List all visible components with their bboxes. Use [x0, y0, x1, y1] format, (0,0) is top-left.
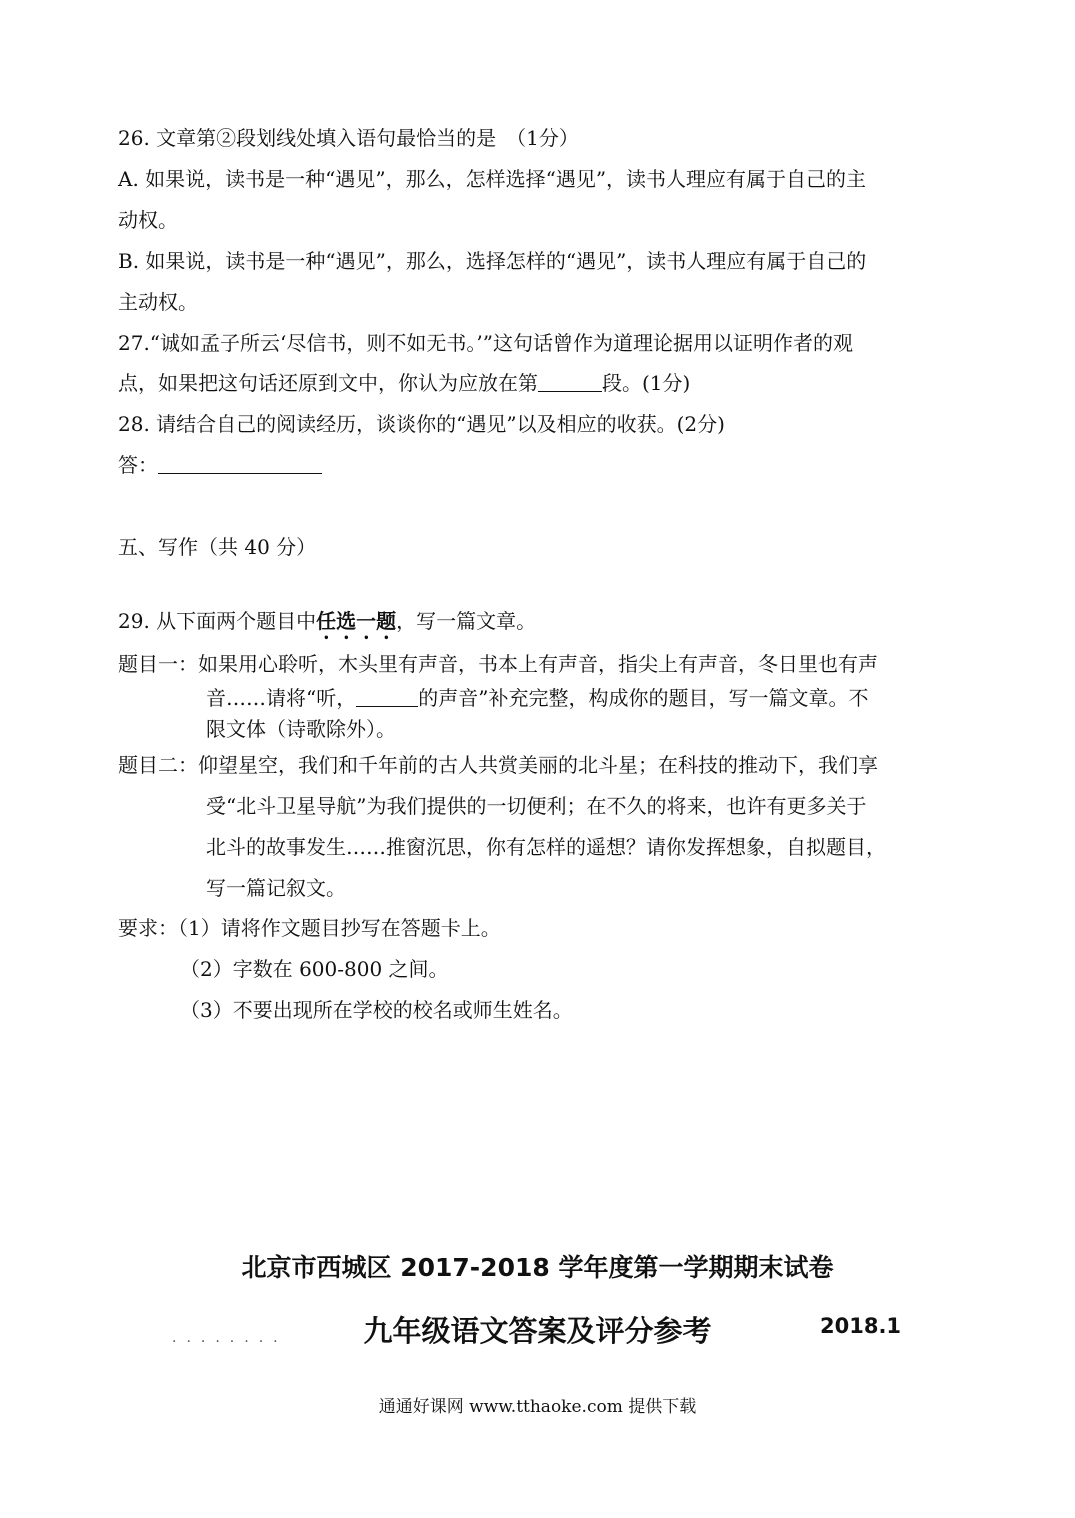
q27-line2-suffix: 段。(1分): [602, 371, 691, 395]
topic1-line2-pre: 音……请将“听，: [206, 686, 357, 710]
topic2-line4: 写一篇记叙文。: [206, 876, 346, 900]
answers-title: 北京市西城区 2017-2018 学年度第一学期期末试卷: [241, 1253, 834, 1282]
requirement-2: （2）字数在 600-800 之间。: [180, 957, 449, 981]
topic1-line2-post: 的声音”补充完整，构成你的题目，写一篇文章。不: [418, 686, 869, 710]
q26-option-a-line2: 动权。: [118, 208, 178, 232]
q26-option-b-line1: B. 如果说，读书是一种“遇见”，那么，选择怎样的“遇见”，读书人理应有属于自己的: [118, 249, 867, 273]
answers-date: 2018.1: [820, 1314, 902, 1338]
footer-text: 通通好课网 www.tthaoke.com 提供下载: [378, 1397, 697, 1417]
topic2-line2: 受“北斗卫星导航”为我们提供的一切便利；在不久的将来，也许有更多关于: [206, 794, 867, 818]
section-heading: 五、写作（共 40 分）: [118, 535, 317, 559]
answers-subtitle: 九年级语文答案及评分参考: [363, 1314, 712, 1348]
topic1-line1: 题目一：如果用心聆听，木头里有声音，书本上有声音，指尖上有声音，冬日里也有声: [118, 652, 878, 676]
q28-answer-row: [118, 451, 322, 479]
q29-stem-pre: 29. 从下面两个题目中: [118, 609, 317, 633]
topic1-line2: [206, 684, 868, 712]
q29-stem: [118, 607, 536, 644]
q27-line1: 27.“诚如孟子所云‘尽信书，则不如无书。’”这句话曾作为道理论据用以证明作者的观: [118, 331, 853, 355]
topic1-blank[interactable]: [356, 686, 418, 707]
requirement-3: （3）不要出现所在学校的校名或师生姓名。: [180, 998, 573, 1022]
q27-line2-text: 点，如果把这句话还原到文中，你认为应放在第: [118, 371, 538, 395]
topic1-line3: 限文体（诗歌除外）。: [206, 717, 396, 741]
q29-stem-post: ，写一篇文章。: [396, 609, 537, 633]
topic2-line1: 题目二：仰望星空，我们和千年前的古人共赏美丽的北斗星；在科技的推动下，我们享: [118, 753, 878, 777]
q29-emphasis: 任选一题: [316, 609, 397, 633]
topic2-line3: 北斗的故事发生……推窗沉思，你有怎样的遥想？请你发挥想象，自拟题目，: [206, 835, 886, 859]
q26-option-b-line2: 主动权。: [118, 290, 198, 314]
q26-option-a-line1: A. 如果说，读书是一种“遇见”，那么，怎样选择“遇见”，读书人理应有属于自己的主: [118, 167, 867, 191]
q26-stem: 26. 文章第②段划线处填入语句最恰当的是 （1分）: [118, 126, 579, 150]
q27-line2: [118, 369, 690, 397]
q28-answer-blank[interactable]: [158, 453, 322, 474]
decorative-dots: ........: [172, 1330, 288, 1346]
q28-line1: 28. 请结合自己的阅读经历，谈谈你的“遇见”以及相应的收获。(2分): [118, 412, 725, 436]
requirement-1: 要求：（1）请将作文题目抄写在答题卡上。: [118, 916, 501, 940]
q28-answer-label: 答：: [118, 453, 158, 477]
q27-answer-blank[interactable]: [538, 371, 602, 392]
